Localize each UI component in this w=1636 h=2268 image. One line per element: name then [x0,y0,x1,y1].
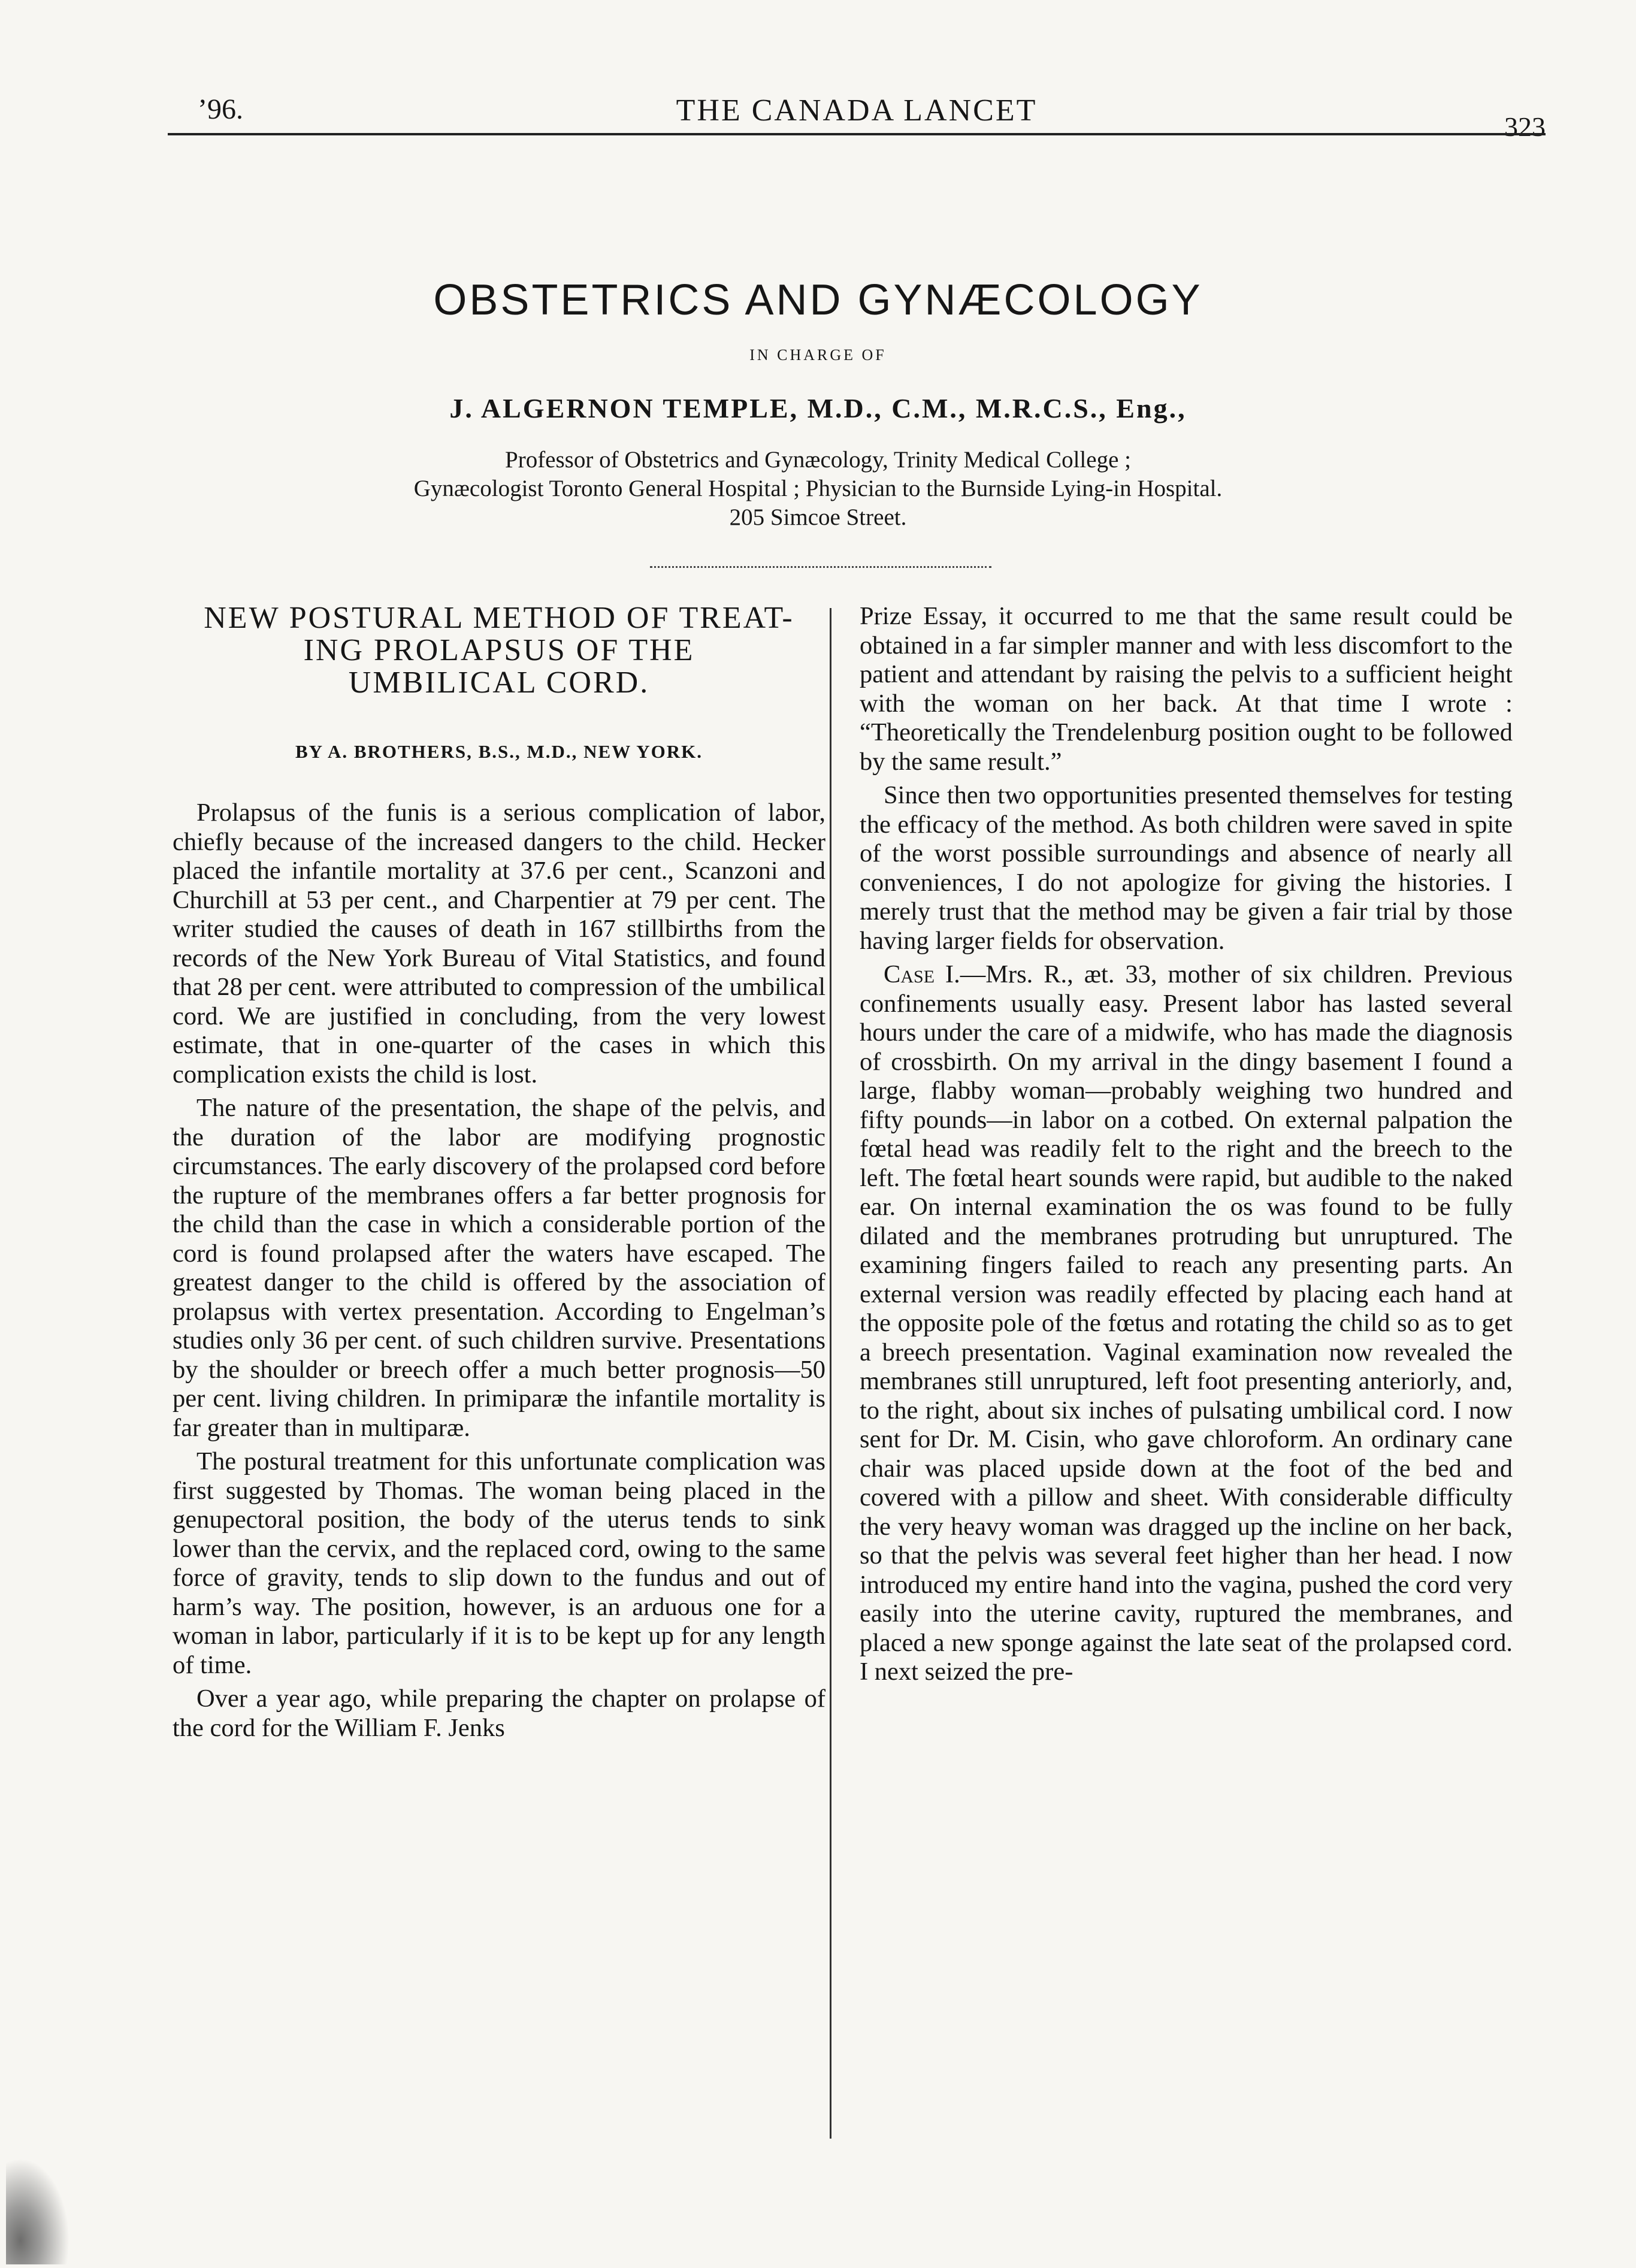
scan-artifact [6,2145,78,2264]
section-divider [650,566,991,568]
article-byline: BY A. BROTHERS, B.S., M.D., NEW YORK. [295,741,703,762]
body-paragraph: Since then two opportunities presented themselves for testing the efficacy of the method. As both children were saved in spite of the worst possible surroundings and absence of nearly all conveniences, I do not apologize for giving the histories. I merely trust that the method may be given a fair trial by those having larger fields for observation. [860,781,1513,955]
body-paragraph: Over a year ago, while preparing the chapter on prolapse of the cord for the William F. Jenks [173,1685,825,1742]
case-text: —Mrs. R., æt. 33, mother of six children. Previous confinements usually easy. Present labor has lasted several hours under the care of a midwife, who has made the diagnosis of crossbirth. On my arrival in the dingy basement I found a large, flabby woman—probably weighing two hundred and fifty pounds—in labor on a cotbed. On external palpation the fœtal head was readily felt to the right and the breech to the left. The fœtal heart sounds were rapid, but audible to the naked ear. On internal examination the os was found to be fully dilated and the membranes protruding but unruptured. The examining fingers failed to reach any presenting parts. An external version was readily effected by placing each hand at the opposite pole of the fœtus and rotating the child so as to get a breech presentation. Vaginal examination now revealed the membranes still unruptured, left foot presenting anteriorly, and, to the right, about six inches of pulsating umbilical cord. I now sent for Dr. M. Cisin, who gave chloroform. An ordinary cane chair was placed upside down at the foot of the bed and covered with a pillow and sheet. With considerable difficulty the very heavy woman was dragged up the incline on her back, so that the pelvis was several feet higher than her head. I now introduced my entire hand into the vagina, pushed the cord very easily into the uterine cavity, ruptured the membranes, and placed a new sponge against the late seat of the prolapsed cord. I next seized the pre- [860,960,1513,1686]
header-rule [168,133,1546,135]
case-paragraph [860,960,1513,1687]
page-number: 323 [1504,111,1546,142]
volume-year: ’96. [198,93,243,125]
editor-affiliation-line: Gynæcologist Toronto General Hospital ; Physician to the Burnside Lying-in Hospital. [413,476,1223,501]
case-label: Case I. [884,960,960,988]
section-editor: J. ALGERNON TEMPLE, M.D., C.M., M.R.C.S., Eng., [449,393,1187,424]
body-paragraph: The nature of the presentation, the shape of the pelvis, and the duration of the labor are modifying prognostic circumstances. The early discovery of the prolapsed cord before the rupture of the membranes offers a far better prognosis for the child than the case in which a considerable portion of the cord is found prolapsed after the waters have escaped. The greatest danger to the child is offered by the association of prolapsus with vertex presentation. According to Engelman’s studies only 36 per cent. of such children survive. Presentations by the shoulder or breech offer a much better prognosis—50 per cent. living children. In primiparæ the infantile mortality is far greater than in multiparæ. [173,1094,825,1442]
running-header [168,87,1546,142]
right-column [860,602,1513,1692]
body-paragraph: Prolapsus of the funis is a serious complication of labor, chiefly because of the increased dangers to the child. Hecker placed the infantile mortality at 37.6 per cent., Scanzoni and Churchill at 53 per cent., and Charpentier at 79 per cent. The writer studied the causes of death in 167 stillbirths from the records of the New York Bureau of Vital Statistics, and found that 28 per cent. were attributed to compression of the umbilical cord. We are justified in concluding, from the very lowest estimate, that in one-quarter of the cases in which this complication exists the child is lost. [173,799,825,1088]
section-title: OBSTETRICS AND GYNÆCOLOGY [433,276,1203,324]
left-column [173,602,825,1747]
section-in-charge-label: IN CHARGE OF [749,346,887,364]
journal-title: THE CANADA LANCET [676,93,1038,128]
body-paragraph: Prize Essay, it occurred to me that the same result could be obtained in a far simpler manner and with less discomfort to the patient and attendant by raising the pelvis to a sufficient height with the woman on her back. At that time I wrote : “Theoretically the Trendelenburg position ought to be followed by the same result.” [860,602,1513,776]
article-title-line: NEW POSTURAL METHOD OF TREAT- [204,601,794,635]
body-paragraph: The postural treatment for this unfortunate complication was first suggested by Thomas. The woman being placed in the genupectoral position, the body of the uterus tends to sink lower than the cervix, and the replaced cord, owing to the same force of gravity, tends to slip down to the fundus and out of harm’s way. The position, however, is an arduous one for a woman in labor, particularly if it is to be kept up for any length of time. [173,1447,825,1679]
column-divider [830,608,831,2139]
article-title-line: UMBILICAL CORD. [348,666,650,700]
editor-affiliation-line: Professor of Obstetrics and Gynæcology, Trinity Medical College ; [505,447,1131,473]
editor-address-line: 205 Simcoe Street. [729,504,907,530]
article-title-line: ING PROLAPSUS OF THE [303,633,695,667]
